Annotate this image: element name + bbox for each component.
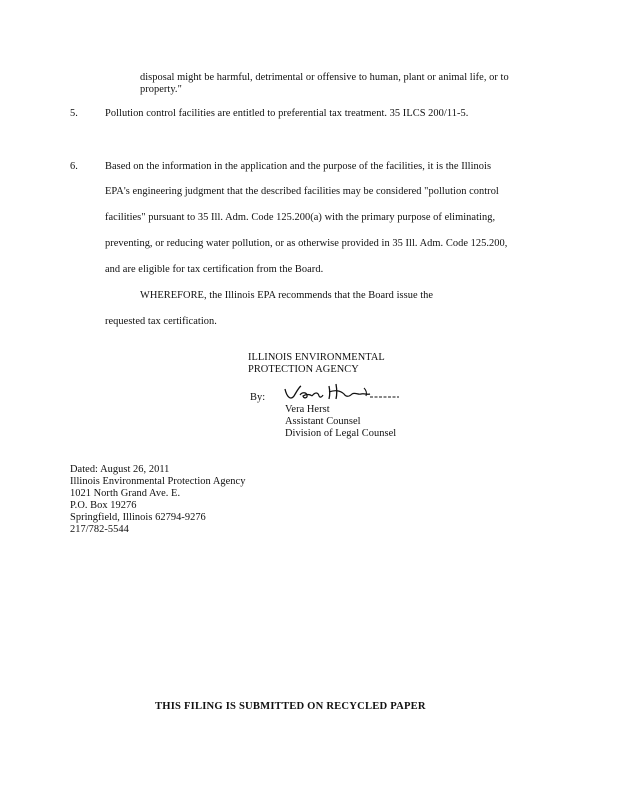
item-6-number: 6. xyxy=(70,161,78,172)
contact-po-box: P.O. Box 19276 xyxy=(70,500,137,511)
signer-name: Vera Herst xyxy=(285,404,330,415)
item-6-line-3: facilities" pursuant to 35 Ill. Adm. Code 125.200(a) with the primary purpose of eliminating, xyxy=(105,212,496,223)
agency-name-line-2: PROTECTION AGENCY xyxy=(248,364,359,375)
signer-division: Division of Legal Counsel xyxy=(285,428,397,439)
by-label: By: xyxy=(250,392,266,403)
wherefore-line-2: requested tax certification. xyxy=(105,316,217,327)
signer-title: Assistant Counsel xyxy=(285,416,361,427)
contact-phone: 217/782-5544 xyxy=(70,524,129,535)
contact-street: 1021 North Grand Ave. E. xyxy=(70,488,181,499)
item-5-text: Pollution control facilities are entitled to preferential tax treatment. 35 ILCS 200/11-5. xyxy=(105,108,469,119)
recycled-paper-notice: THIS FILING IS SUBMITTED ON RECYCLED PAPER xyxy=(155,701,426,712)
item-6-line-4: preventing, or reducing water pollution, or as otherwise provided in 35 Ill. Adm. Code 125.200, xyxy=(105,238,508,249)
wherefore-line-1: WHEREFORE, the Illinois EPA recommends that the Board issue the xyxy=(140,290,434,301)
item-6-line-1: Based on the information in the application and the purpose of the facilities, it is the Illinois xyxy=(105,161,492,172)
contact-agency: Illinois Environmental Protection Agency xyxy=(70,476,246,487)
quote-continuation-line-1: disposal might be harmful, detrimental or offensive to human, plant or animal life, or to xyxy=(140,72,509,83)
dated-line: Dated: August 26, 2011 xyxy=(70,464,170,475)
handwritten-signature xyxy=(282,380,402,406)
contact-city: Springfield, Illinois 62794-9276 xyxy=(70,512,206,523)
quote-continuation-line-2: property." xyxy=(140,84,182,95)
agency-name-line-1: ILLINOIS ENVIRONMENTAL xyxy=(248,352,385,363)
item-5-number: 5. xyxy=(70,108,78,119)
item-6-line-2: EPA's engineering judgment that the described facilities may be considered "pollution control xyxy=(105,186,499,197)
item-6-line-5: and are eligible for tax certification from the Board. xyxy=(105,264,324,275)
